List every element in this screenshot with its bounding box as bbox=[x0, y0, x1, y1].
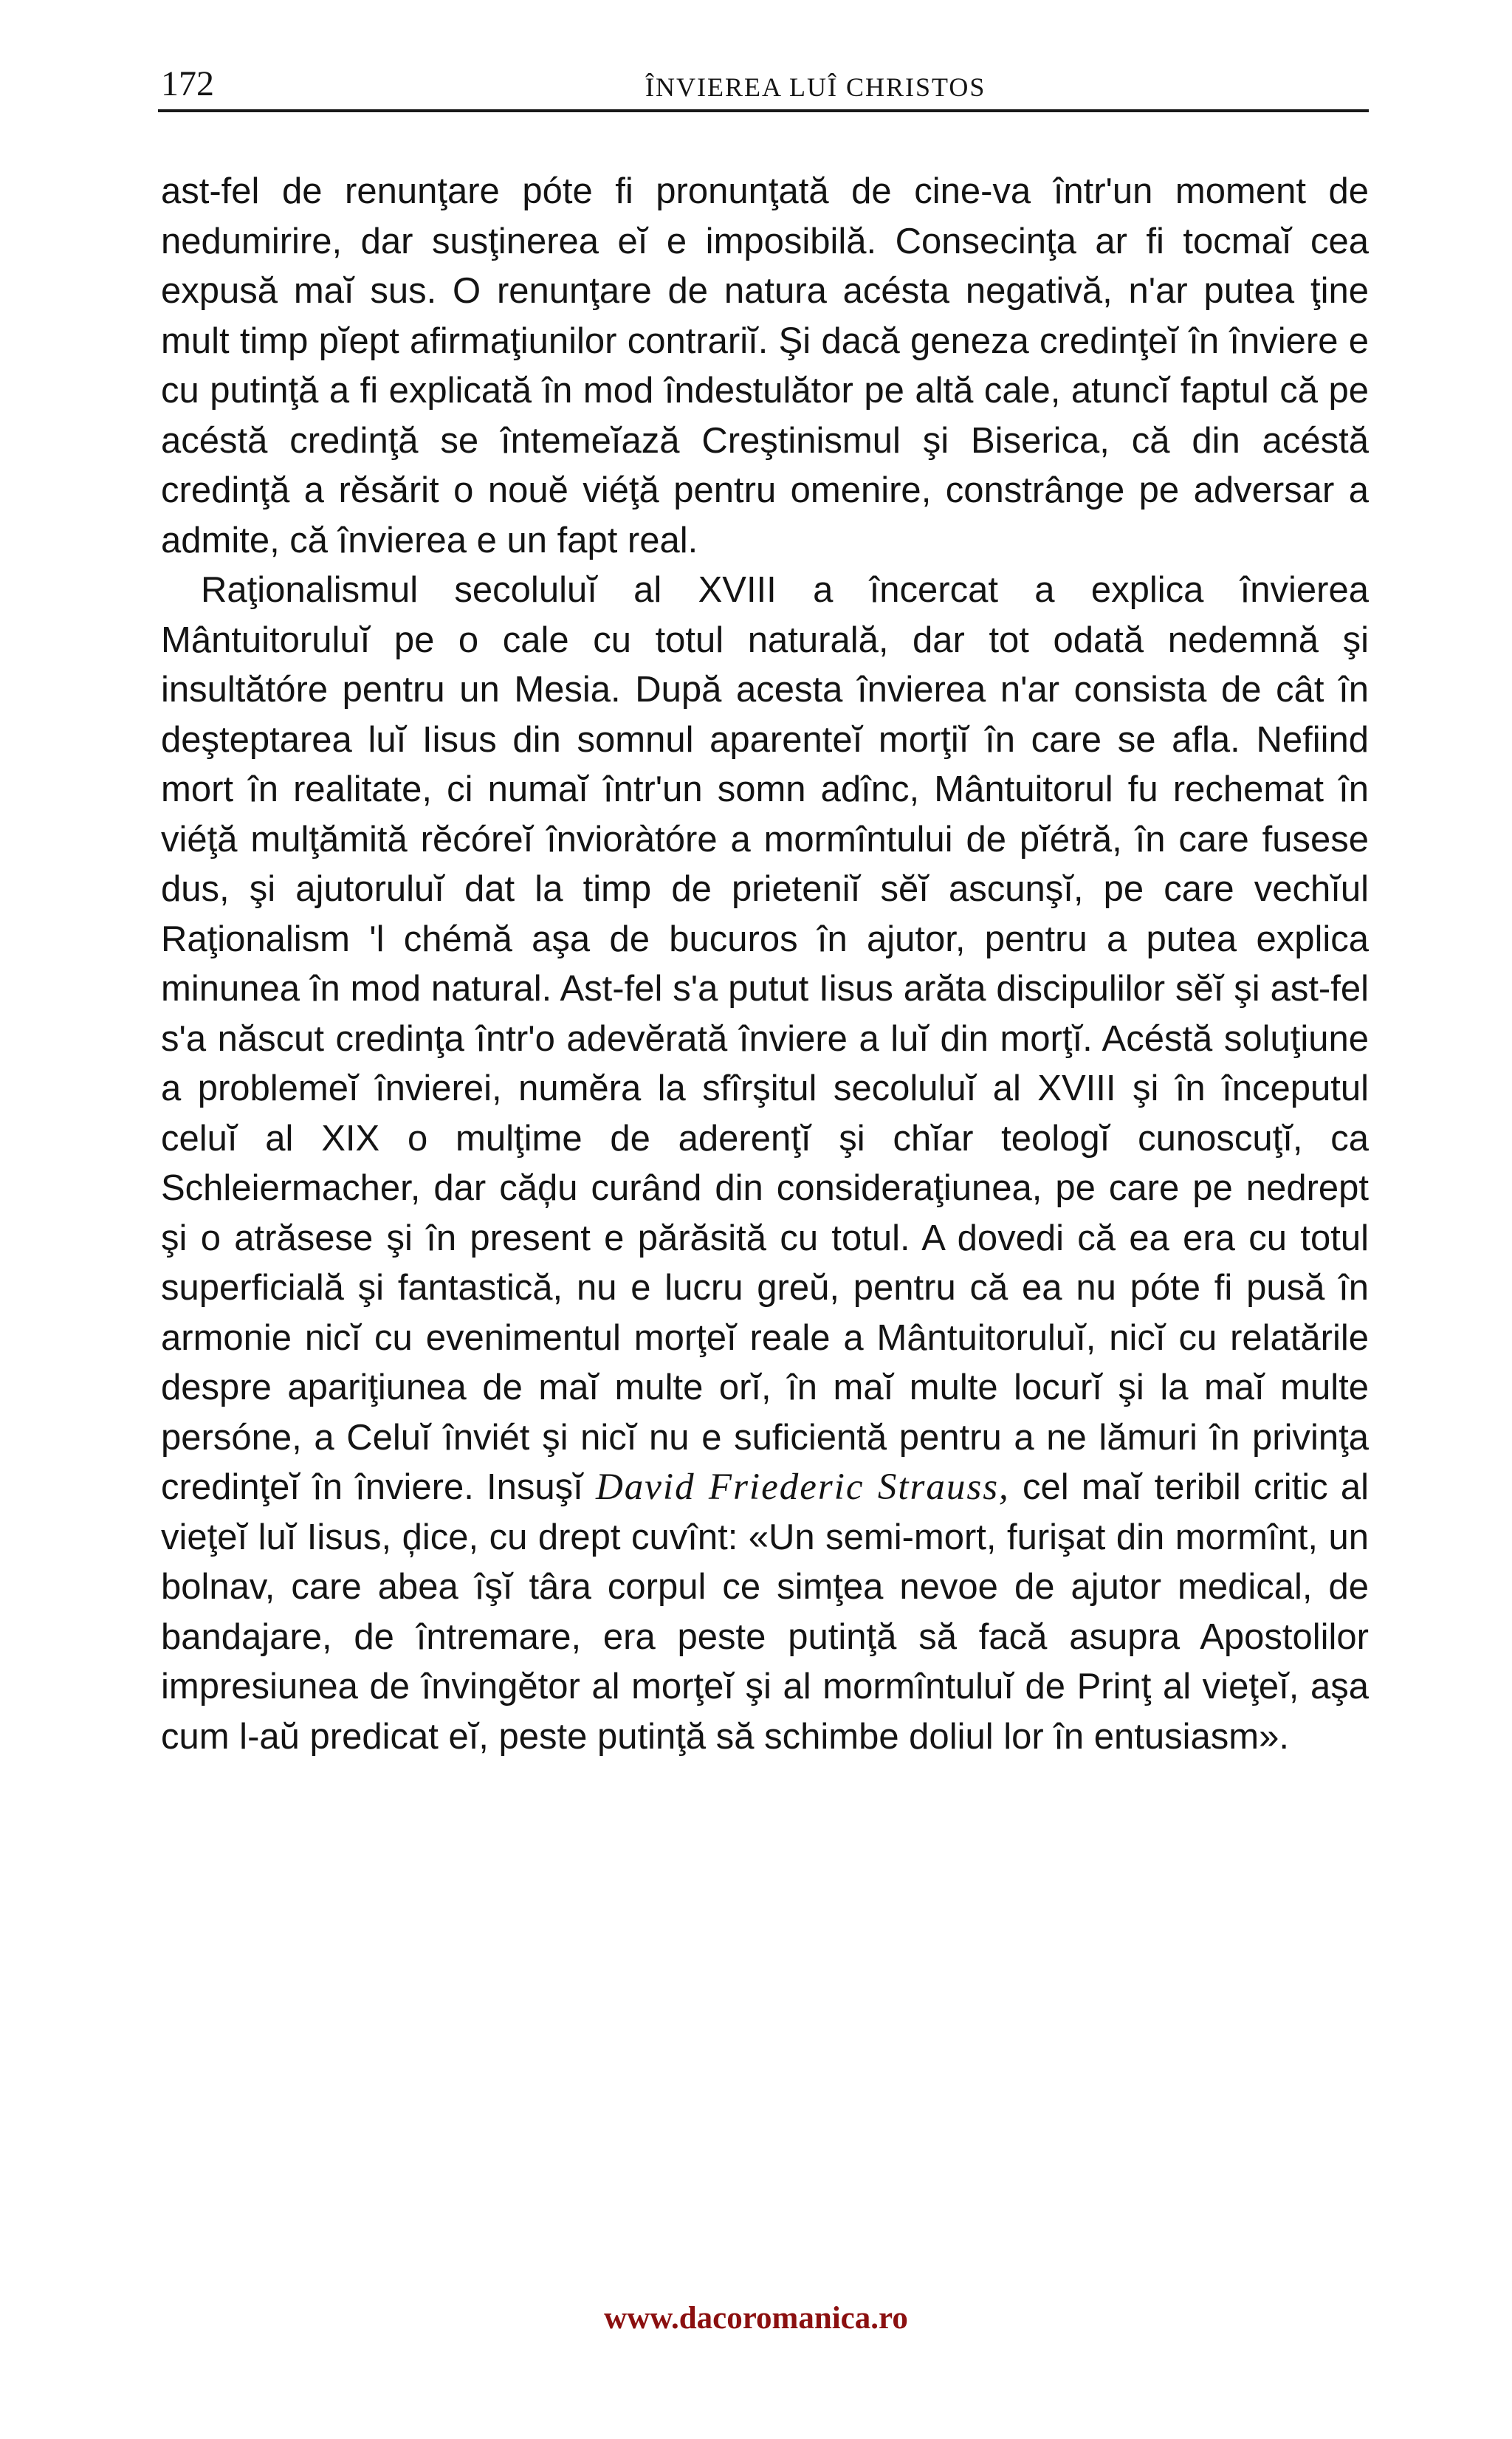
footer-watermark: www.dacoromanica.ro bbox=[604, 2301, 908, 2336]
paragraph-1: ast-fel de renunţare póte fi pronunţată de cine-va într'un moment de nedumirire, dar susţinerea eĭ e imposibilă. Consecinţa ar fi tocmaĭ cea expusă maĭ sus. O renunţare de natura acésta negativă, n'ar putea ţine mult timp pĭept afirmaţiunilor contrariĭ. Şi dacă geneza credinţeĭ în înviere e cu putinţă a fi explicată în mod îndestulător pe altă cale, atuncĭ faptul că pe acéstă credinţă se întemeĭază Creştinismul şi Biserica, că din acéstă credinţă a rĕsărit o nouĕ viéţă pentru omenire, constrânge pe adversar a admite, că învierea e un fapt real. bbox=[161, 171, 1369, 560]
paragraph-2 bbox=[161, 566, 1369, 1762]
paragraph-2-text-start: Raţionalismul secoluluĭ al XVIII a încercat a explica învierea Mântuitoruluĭ pe o cale cu totul naturală, dar tot odată nedemnă şi insultătóre pentru un Mesia. După acesta învierea n'ar consista de cât în deşteptarea luĭ Iisus din somnul aparenteĭ morţiĭ în care se afla. Nefiind mort în realitate, ci numaĭ într'un somn adînc, Mântuitorul fu rechemat în viéţă mulţămită rĕcóreĭ învioràtóre a mormîntului de pĭétră, în care fusese dus, şi ajutoruluĭ dat la timp de prieteniĭ sĕĭ ascunşĭ, pe care vechĭul Raţionalism 'l chémă aşa de bucuros în ajutor, pentru a putea explica minunea în mod natural. Ast-fel s'a putut Iisus arăta discipulilor sĕĭ şi ast-fel s'a născut credinţa într'o adevĕrată înviere a luĭ din morţĭ. Acéstă soluţiune a problemeĭ învierei, numĕra la sfîrşitul secoluluĭ al XVIII şi în începutul celuĭ al XIX o mulţime de aderenţĭ şi chĭar teologĭ cunoscuţĭ, ca Schleiermacher, dar căḑu curând din consideraţiunea, pe care pe nedrept şi o atrăsese şi în present e părăsită cu totul. A dovedi că ea era cu totul superficială şi fantastică, nu e lucru greŭ, pentru că ea nu póte fi pusă în armonie nicĭ cu evenimentul morţeĭ reale a Mântuitoruluĭ, nicĭ cu relatările despre apariţiunea de maĭ multe orĭ, în maĭ multe locurĭ şi la maĭ multe persóne, a Celuĭ înviét şi nicĭ nu e suficientă pentru a ne lămuri în privinţa credinţeĭ în înviere. Insuşĭ bbox=[161, 570, 1369, 1507]
page-number: 172 bbox=[161, 64, 214, 103]
running-title: ÎNVIEREA LUÎ CHRISTOS bbox=[645, 72, 986, 102]
body-text bbox=[161, 167, 1369, 1762]
page-header bbox=[158, 62, 1369, 112]
paragraph-2-text-end: cel maĭ teribil critic al vieţeĭ luĭ Iisus, ḑice, cu drept cuvînt: «Un semi-mort, furişat din mormînt, un bolnav, care abea îşĭ târa corpul ce simţea nevoe de ajutor medical, de bandajare, de întremare, era peste putinţă să facă asupra Apostolilor impresiunea de învingĕtor al morţeĭ şi al mormîntuluĭ de Prinţ al vieţeĭ, aşa cum l-aŭ predicat eĭ, peste putinţă să schimbe doliul lor în entusiasm». bbox=[161, 1467, 1369, 1757]
author-name: David Friederic Strauss, bbox=[595, 1467, 1010, 1508]
